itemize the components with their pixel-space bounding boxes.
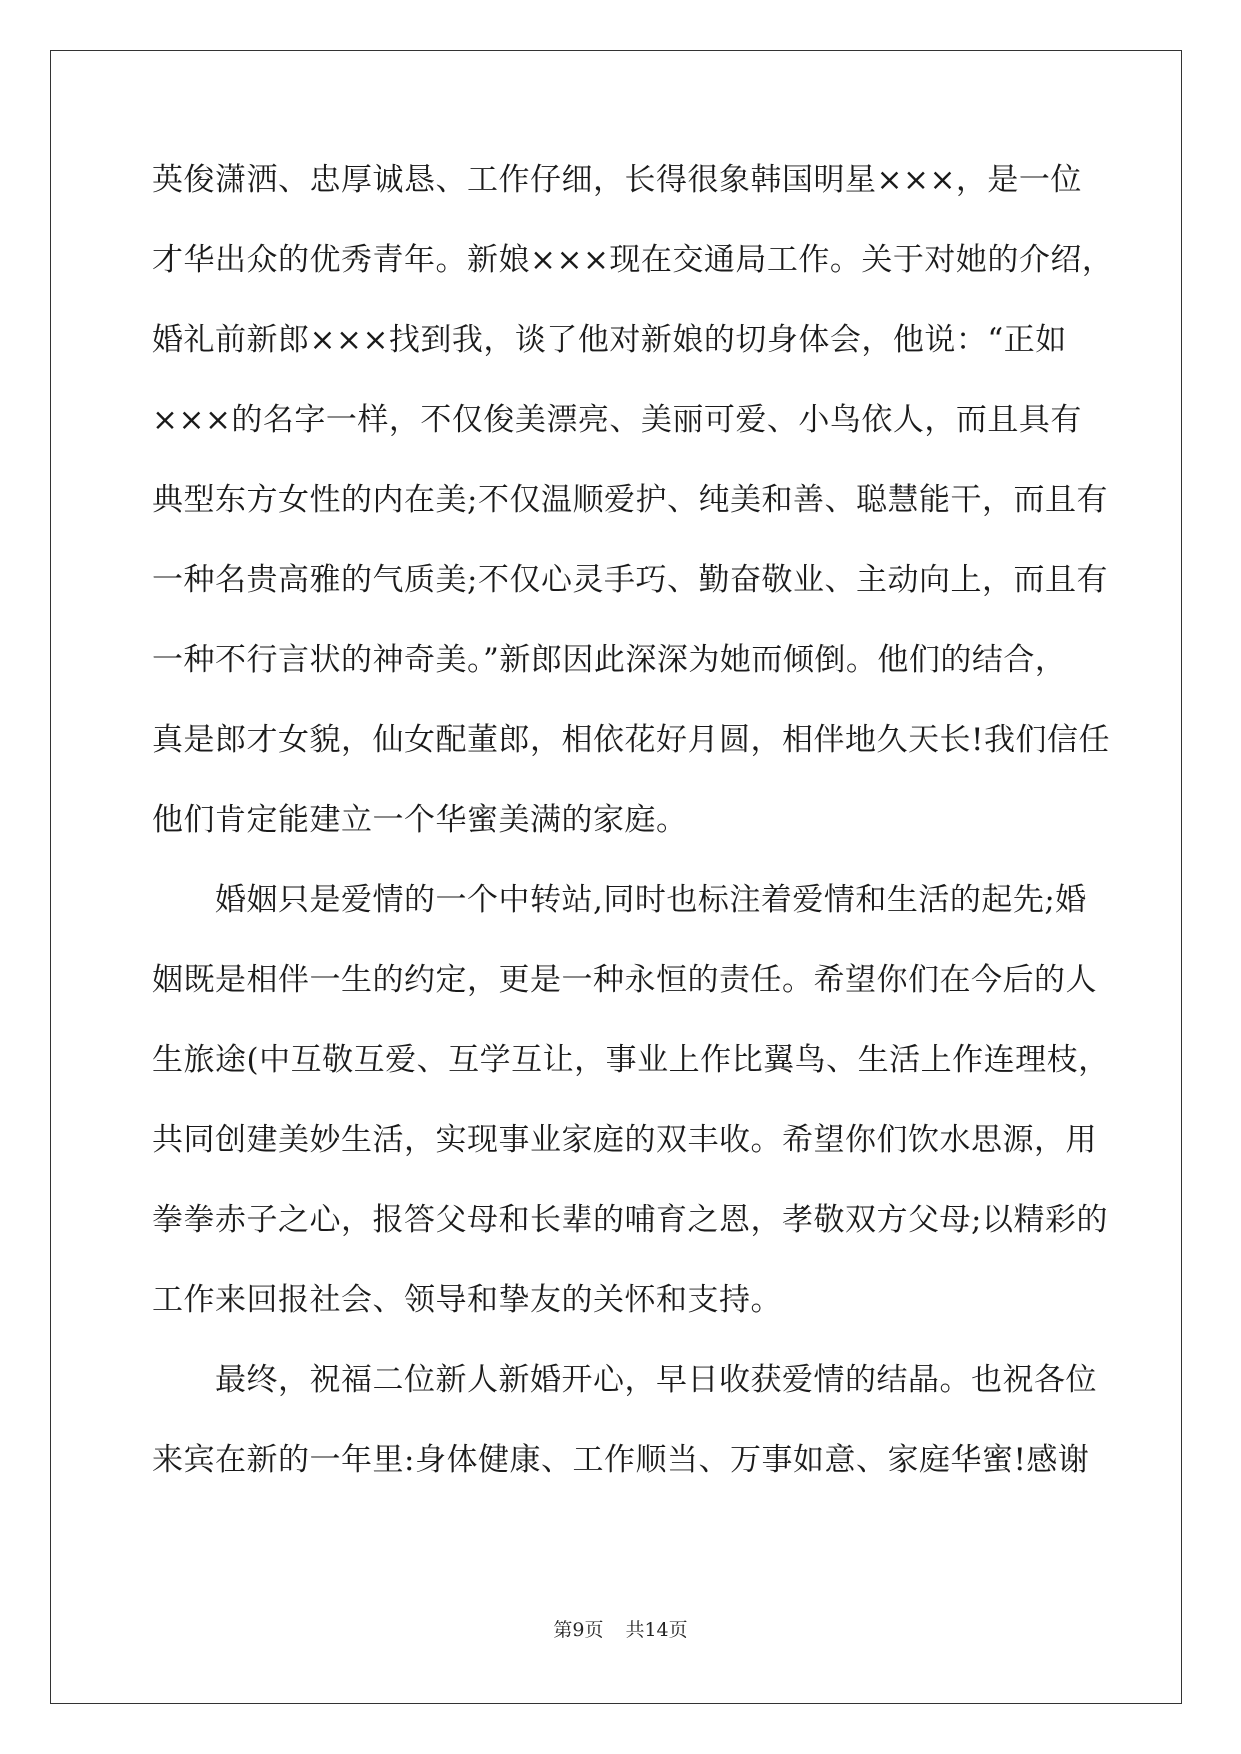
page-total: 共14页: [625, 1619, 688, 1641]
text-line: 婚姻只是爱情的一个中转站,同时也标注着爱情和生活的起先;婚: [152, 882, 1087, 918]
text-line: 拳拳赤子之心，报答父母和长辈的哺育之恩，孝敬双方父母;以精彩的: [152, 1202, 1108, 1238]
text-line: 婚礼前新郎×××找到我，谈了他对新娘的切身体会，他说：“正如: [152, 322, 1067, 358]
text-line: 真是郎才女貌，仙女配董郎，相依花好月圆，相伴地久天长!我们信任: [152, 722, 1110, 758]
text-line: 姻既是相伴一生的约定，更是一种永恒的责任。希望你们在今后的人: [152, 962, 1097, 998]
page-footer: [0, 1618, 1241, 1642]
document-body: [152, 160, 1114, 1520]
text-line: 一种不行言状的神奇美。”新郎因此深深为她而倾倒。他们的结合，: [152, 642, 1067, 678]
text-line: 才华出众的优秀青年。新娘×××现在交通局工作。关于对她的介绍，: [152, 242, 1114, 278]
page-number: 第9页: [553, 1619, 604, 1641]
text-line: 共同创建美妙生活，实现事业家庭的双丰收。希望你们饮水思源，用: [152, 1122, 1097, 1158]
text-line: 来宾在新的一年里:身体健康、工作顺当、万事如意、家庭华蜜!感谢: [152, 1442, 1090, 1478]
text-line: 英俊潇洒、忠厚诚恳、工作仔细，长得很象韩国明星×××，是一位: [152, 162, 1082, 198]
text-line: 他们肯定能建立一个华蜜美满的家庭。: [152, 802, 688, 838]
text-line: 最终，祝福二位新人新婚开心，早日收获爱情的结晶。也祝各位: [152, 1362, 1097, 1398]
text-line: 工作来回报社会、领导和挚友的关怀和支持。: [152, 1282, 782, 1318]
text-line: ×××的名字一样，不仅俊美漂亮、美丽可爱、小鸟依人，而且具有: [152, 402, 1082, 438]
text-line: 一种名贵高雅的气质美;不仅心灵手巧、勤奋敬业、主动向上，而且有: [152, 562, 1108, 598]
text-line: 典型东方女性的内在美;不仅温顺爱护、纯美和善、聪慧能干，而且有: [152, 482, 1108, 518]
text-line: 生旅途(中互敬互爱、互学互让，事业上作比翼鸟、生活上作连理枝，: [152, 1042, 1110, 1078]
